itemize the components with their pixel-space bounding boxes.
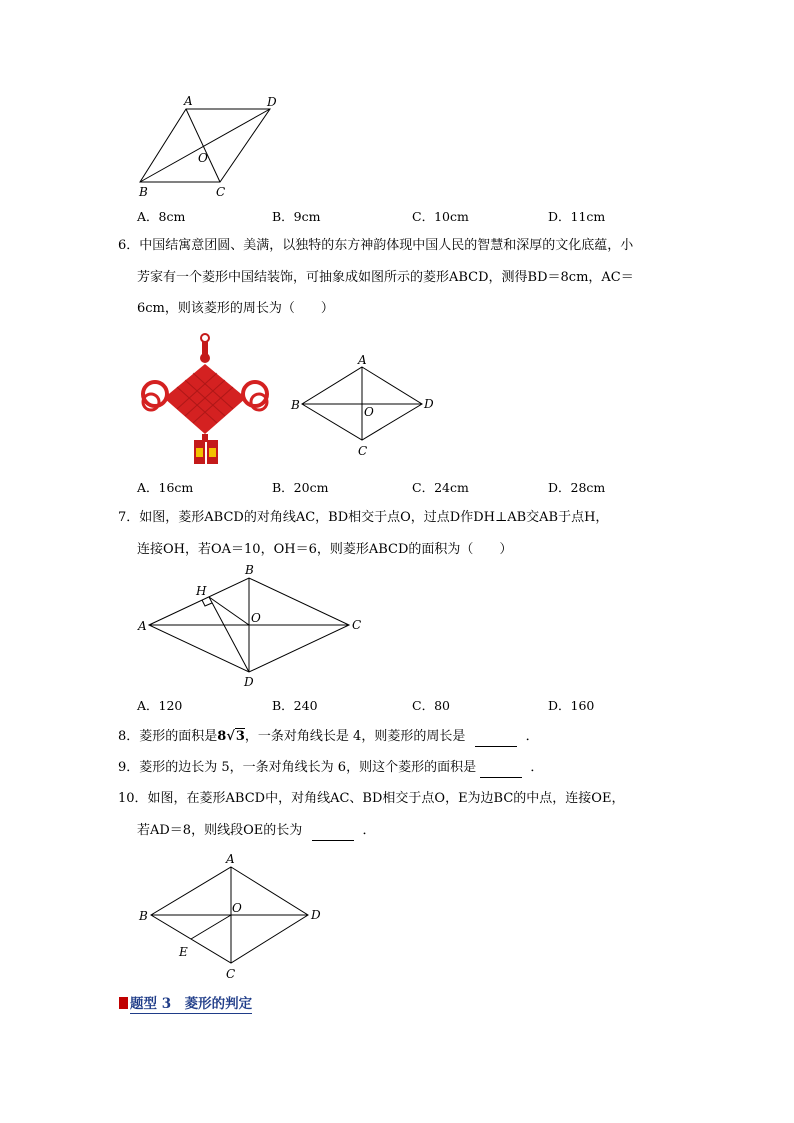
label-D: D xyxy=(267,95,277,109)
q9-answer-blank[interactable] xyxy=(480,762,522,778)
label-O: O xyxy=(364,405,374,419)
label-O: O xyxy=(251,611,261,625)
q7-option-a: A．120 xyxy=(137,698,183,713)
label-A: A xyxy=(138,619,147,633)
label-A: A xyxy=(226,852,235,866)
q5-option-b: B．9cm xyxy=(272,209,321,224)
label-A: A xyxy=(184,94,193,108)
q7-line-2: 连接OH，若OA＝10，OH＝6，则菱形ABCD的面积为（ ） xyxy=(137,542,513,557)
figure-q6-rhombus xyxy=(285,352,445,462)
label-B: B xyxy=(139,185,148,199)
q7-option-d: D．160 xyxy=(548,698,595,713)
q5-option-a: A．8cm xyxy=(137,209,186,224)
label-C: C xyxy=(226,967,236,981)
figure-q10-rhombus xyxy=(130,850,340,985)
label-D: D xyxy=(424,397,434,411)
figure-parallelogram xyxy=(130,90,290,205)
q5-option-c: C．10cm xyxy=(412,209,469,224)
label-A: A xyxy=(358,353,367,367)
q8-radicand: 3 xyxy=(235,729,245,744)
chinese-knot-image xyxy=(138,330,273,470)
q10-answer-blank[interactable] xyxy=(312,825,354,841)
label-C: C xyxy=(216,185,226,199)
label-B: B xyxy=(245,563,254,577)
section-title: 题型 3 菱形的判定 xyxy=(130,996,253,1012)
q10-end: ． xyxy=(362,823,376,838)
sqrt-symbol: √ xyxy=(226,729,235,744)
label-C: C xyxy=(358,444,368,458)
q8-coefficient: 8 xyxy=(217,729,227,744)
q9-end: ． xyxy=(530,760,544,775)
q6-option-c: C．24cm xyxy=(412,480,469,495)
label-B: B xyxy=(291,398,300,412)
q10-text: 若AD＝8，则线段OE的长为 xyxy=(137,823,303,838)
q9-question xyxy=(118,758,543,778)
q8-question xyxy=(118,727,539,747)
q8-suffix: ，一条对角线长是 4，则菱形的周长是 xyxy=(244,729,466,744)
label-B: B xyxy=(139,909,148,923)
label-H: H xyxy=(196,584,207,598)
q10-line-1: 10．如图，在菱形ABCD中，对角线AC、BD相交于点O，E为边BC的中点，连接OE， xyxy=(118,791,625,806)
label-O: O xyxy=(232,901,242,915)
label-C: C xyxy=(352,618,362,632)
q10-line-2 xyxy=(137,821,376,841)
q7-line-1: 7．如图，菱形ABCD的对角线AC，BD相交于点O，过点D作DH⊥AB交AB于点H， xyxy=(118,510,609,525)
q6-option-d: D．28cm xyxy=(548,480,606,495)
q8-formula xyxy=(217,727,245,747)
figure-q7-rhombus xyxy=(130,560,370,695)
q8-prefix: 8．菱形的面积是 xyxy=(118,729,218,744)
q6-line-1: 6．中国结寓意团圆、美满，以独特的东方神韵体现中国人民的智慧和深厚的文化底蕴，小 xyxy=(118,238,634,253)
q6-option-b: B．20cm xyxy=(272,480,329,495)
label-D: D xyxy=(244,675,254,689)
q6-line-2: 芳家有一个菱形中国结装饰，可抽象成如图所示的菱形ABCD，测得BD＝8cm，AC＝ xyxy=(137,270,634,285)
q9-text: 9．菱形的边长为 5，一条对角线长为 6，则这个菱形的面积是 xyxy=(118,760,477,775)
q8-end: ． xyxy=(525,729,539,744)
q6-line-3: 6cm，则该菱形的周长为（ ） xyxy=(137,301,334,316)
section-header xyxy=(119,992,252,1012)
q8-answer-blank[interactable] xyxy=(475,731,517,747)
q7-option-c: C．80 xyxy=(412,698,450,713)
q5-option-d: D．11cm xyxy=(548,209,606,224)
label-O: O xyxy=(198,151,208,165)
section-marker xyxy=(119,997,128,1009)
label-D: D xyxy=(311,908,321,922)
q6-option-a: A．16cm xyxy=(137,480,194,495)
label-E: E xyxy=(179,945,188,959)
q7-option-b: B．240 xyxy=(272,698,318,713)
